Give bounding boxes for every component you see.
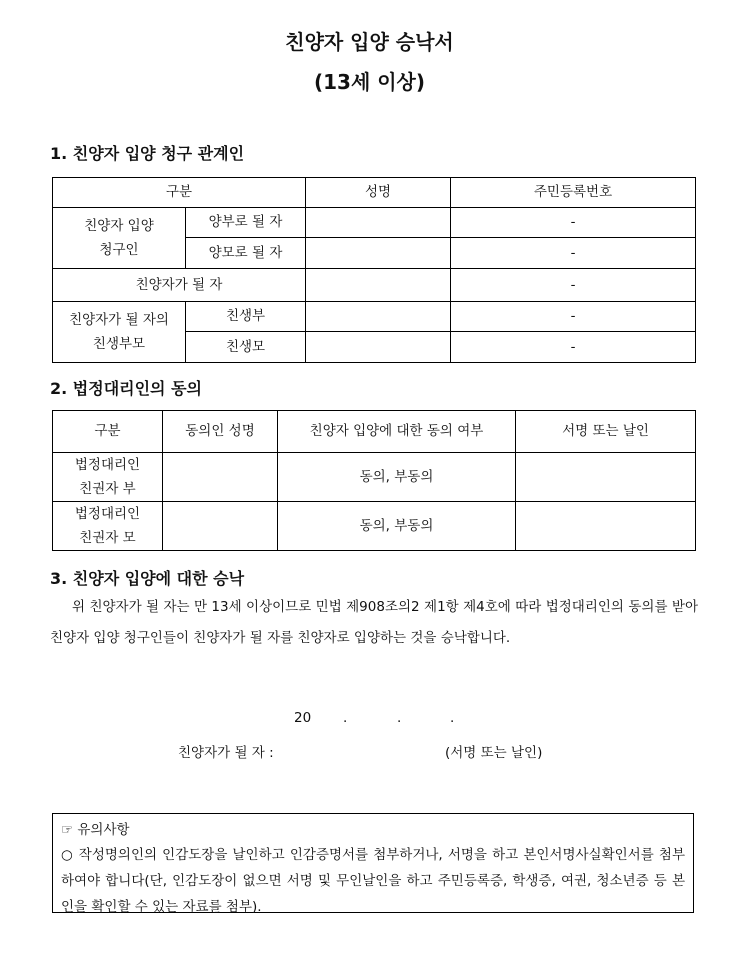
adoptive-mother-name-cell[interactable] bbox=[306, 238, 451, 269]
section2-heading: 2. 법정대리인의 동의 bbox=[50, 379, 202, 398]
date-dot-3: . bbox=[450, 710, 455, 726]
consent-header-category: 구분 bbox=[53, 411, 163, 453]
mother-rep-label-line1: 법정대리인 bbox=[74, 506, 141, 522]
birth-parents-label bbox=[53, 302, 186, 363]
header-reg-no: 주민등록번호 bbox=[451, 178, 696, 208]
adoptee-label: 친양자가 될 자 bbox=[53, 269, 306, 302]
birth-father-label: 친생부 bbox=[186, 302, 306, 332]
father-rep-label-line1: 법정대리인 bbox=[74, 457, 141, 473]
adoptive-father-reg-cell[interactable]: - bbox=[451, 208, 696, 238]
mother-rep-label bbox=[53, 502, 163, 551]
birth-parents-label-line1: 친양자가 될 자의 bbox=[69, 312, 169, 328]
birth-father-name-cell[interactable] bbox=[306, 302, 451, 332]
adoptive-father-name-cell[interactable] bbox=[306, 208, 451, 238]
adoptee-name-cell[interactable] bbox=[306, 269, 451, 302]
mother-signature-cell[interactable] bbox=[516, 502, 696, 551]
notice-box bbox=[52, 813, 694, 913]
consent-header-name: 동의인 성명 bbox=[163, 411, 278, 453]
father-consent-choice[interactable]: 동의, 부동의 bbox=[278, 453, 516, 502]
document-subtitle: (13세 이상) bbox=[313, 70, 426, 94]
birth-mother-label: 친생모 bbox=[186, 332, 306, 363]
claimants-table bbox=[52, 177, 696, 363]
mother-rep-label-line2: 친권자 모 bbox=[79, 530, 136, 546]
notice-heading: ☞ 유의사항 bbox=[61, 822, 130, 838]
section3-heading: 3. 친양자 입양에 대한 승낙 bbox=[50, 569, 245, 588]
section1-heading: 1. 친양자 입양 청구 관계인 bbox=[50, 144, 245, 163]
signer-signature-note: (서명 또는 날인) bbox=[445, 745, 543, 761]
birth-mother-name-cell[interactable] bbox=[306, 332, 451, 363]
consent-header-signature: 서명 또는 날인 bbox=[516, 411, 696, 453]
adoptee-reg-cell[interactable]: - bbox=[451, 269, 696, 302]
notice-body: ○ 작성명의인의 인감도장을 날인하고 인감증명서를 첨부하거나, 서명을 하고 본인서명사실확인서를 첨부하여야 합니다(단, 인감도장이 없으면 서명 및 무인날인을 하고 주민등록증, 학생증, 여권, 청소년증 등 본인을 확인할 수 있는 자료를 첨부). bbox=[61, 847, 685, 915]
header-category: 구분 bbox=[53, 178, 306, 208]
adoptive-mother-reg-cell[interactable]: - bbox=[451, 238, 696, 269]
claimant-label-line1: 친양자 입양 bbox=[84, 218, 154, 234]
adoptive-father-label: 양부로 될 자 bbox=[186, 208, 306, 238]
mother-rep-name-cell[interactable] bbox=[163, 502, 278, 551]
claimant-label-line2: 청구인 bbox=[99, 242, 139, 258]
date-dot-1: . bbox=[343, 710, 348, 726]
document-title: 친양자 입양 승낙서 bbox=[285, 30, 454, 54]
date-year: 20 bbox=[294, 710, 312, 726]
claimant-label bbox=[53, 208, 186, 269]
header-name: 성명 bbox=[306, 178, 451, 208]
signer-label: 친양자가 될 자 : bbox=[178, 745, 274, 761]
consent-header-consent: 친양자 입양에 대한 동의 여부 bbox=[278, 411, 516, 453]
father-rep-label-line2: 친권자 부 bbox=[79, 481, 136, 497]
consent-table bbox=[52, 410, 696, 551]
mother-consent-choice[interactable]: 동의, 부동의 bbox=[278, 502, 516, 551]
adoptive-mother-label: 양모로 될 자 bbox=[186, 238, 306, 269]
birth-parents-label-line2: 친생부모 bbox=[92, 336, 146, 352]
date-dot-2: . bbox=[397, 710, 402, 726]
father-signature-cell[interactable] bbox=[516, 453, 696, 502]
birth-father-reg-cell[interactable]: - bbox=[451, 302, 696, 332]
father-rep-label bbox=[53, 453, 163, 502]
birth-mother-reg-cell[interactable]: - bbox=[451, 332, 696, 363]
father-rep-name-cell[interactable] bbox=[163, 453, 278, 502]
approval-paragraph: 위 친양자가 될 자는 만 13세 이상이므로 민법 제908조의2 제1항 제4호에 따라 법정대리인의 동의를 받아 친양자 입양 청구인들이 친양자가 될 자를 친양자로 입양하는 것을 승낙합니다. bbox=[50, 599, 698, 646]
